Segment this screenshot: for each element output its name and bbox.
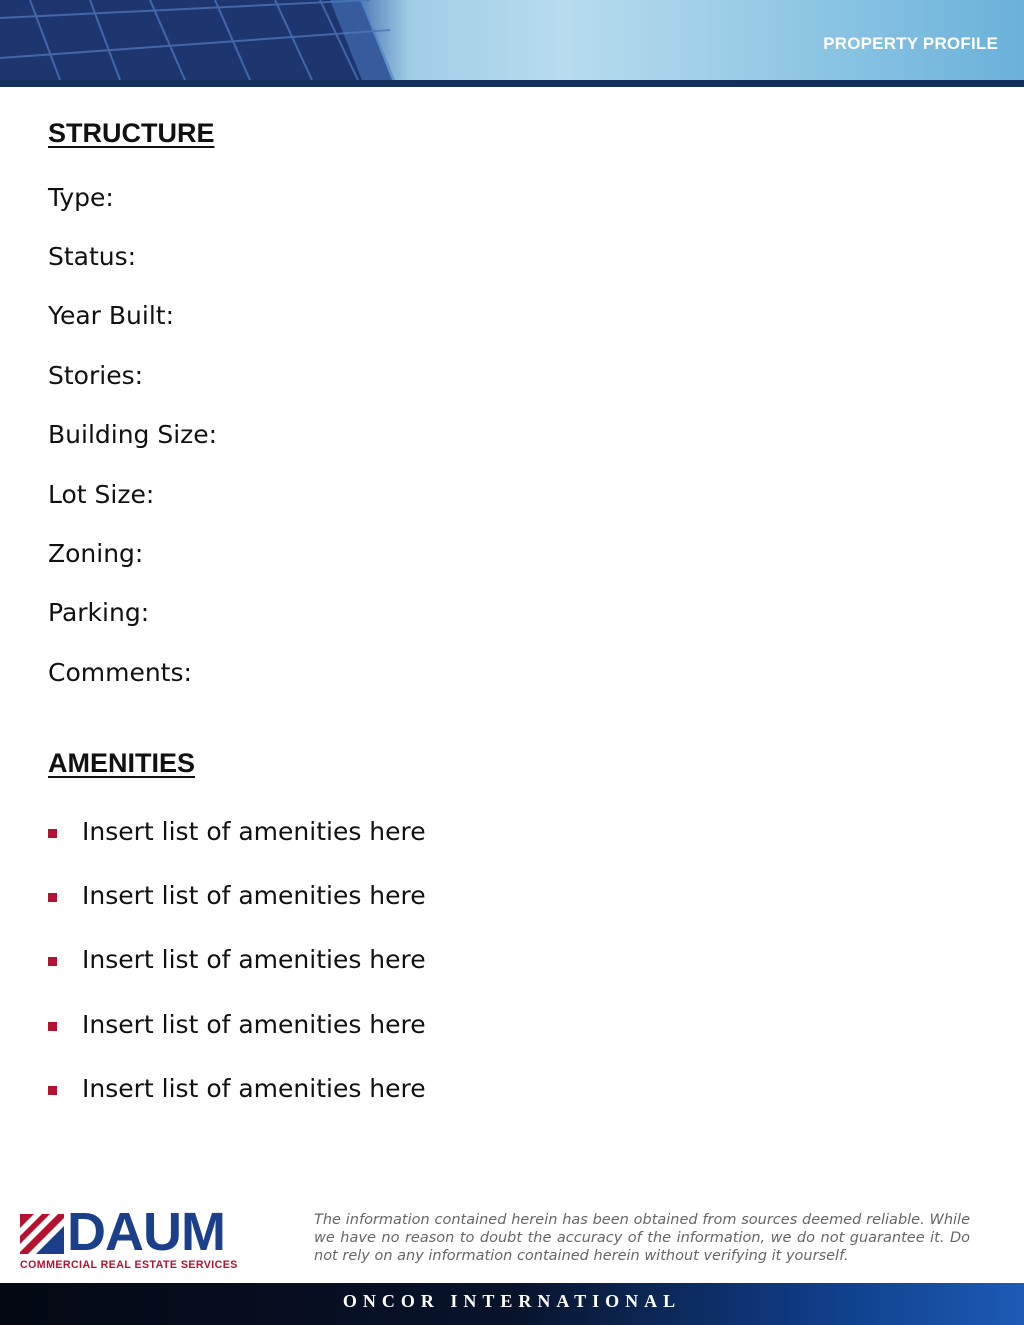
logo-wordmark: DAUM xyxy=(67,1202,225,1262)
field-year-built-label: Year Built: xyxy=(48,301,174,330)
square-bullet-icon xyxy=(48,829,57,838)
amenities-heading: AMENITIES xyxy=(48,748,196,778)
header-divider xyxy=(0,80,1024,87)
amenity-text: Insert list of amenities here xyxy=(82,945,426,974)
field-lot-size-label: Lot Size: xyxy=(48,480,155,509)
field-status-label: Status: xyxy=(48,242,137,271)
amenity-text: Insert list of amenities here xyxy=(82,817,426,846)
field-parking-label: Parking: xyxy=(48,598,150,627)
logo-tagline: COMMERCIAL REAL ESTATE SERVICES xyxy=(20,1259,238,1271)
field-comments-label: Comments: xyxy=(48,658,192,687)
square-bullet-icon xyxy=(48,1022,57,1031)
structure-heading: STRUCTURE xyxy=(48,118,215,148)
page-title: PROPERTY PROFILE xyxy=(823,34,998,53)
daum-stripes-icon xyxy=(20,1214,64,1254)
amenity-text: Insert list of amenities here xyxy=(82,1074,426,1103)
square-bullet-icon xyxy=(48,1086,57,1095)
building-glass-graphic xyxy=(0,0,400,80)
field-type-label: Type: xyxy=(48,183,114,212)
square-bullet-icon xyxy=(48,957,57,966)
field-building-size-label: Building Size: xyxy=(48,420,218,449)
disclaimer-text: The information contained herein has been obtained from sources deemed reliable. While we have no reason to doubt the accuracy of the information, we do not guarantee it. Do not rely on any information contained herein without verifying it yourself. xyxy=(314,1212,970,1264)
amenity-text: Insert list of amenities here xyxy=(82,881,426,910)
field-stories-label: Stories: xyxy=(48,361,144,390)
daum-logo xyxy=(20,1202,260,1274)
header-banner xyxy=(0,0,1024,80)
footer-brand: ONCOR INTERNATIONAL xyxy=(342,1291,682,1311)
square-bullet-icon xyxy=(48,893,57,902)
amenity-text: Insert list of amenities here xyxy=(82,1010,426,1039)
field-zoning-label: Zoning: xyxy=(48,539,144,568)
